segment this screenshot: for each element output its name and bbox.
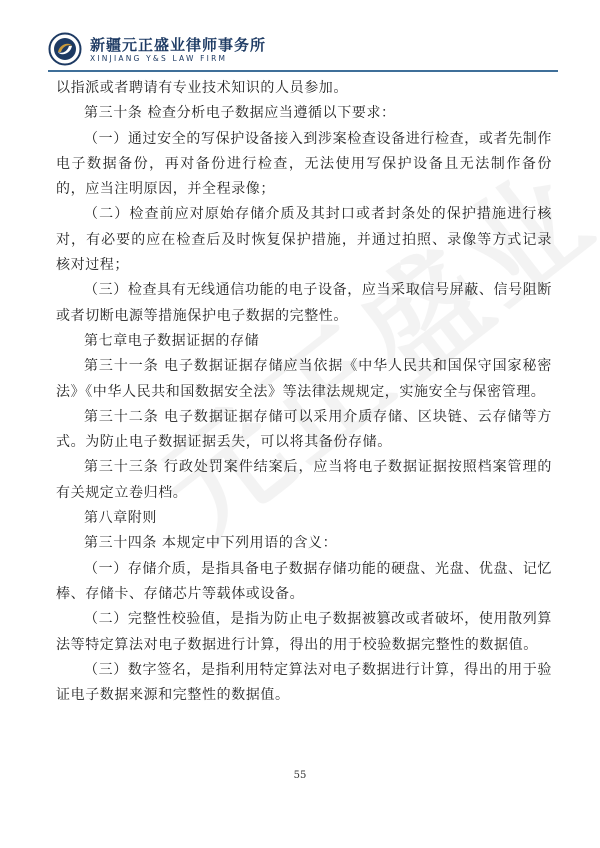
paragraph: （三）数字签名，是指利用特定算法对电子数据进行计算，得出的用于验证电子数据来源和完整性的数据值。 [56,661,552,704]
paragraph: 以指派或者聘请有专业技术知识的人员参加。 [56,80,348,96]
paragraph: 第八章附则 [84,510,157,527]
firm-name-en: XINJIANG Y&S LAW FIRM [90,54,228,63]
paragraph: （二）完整性校验值，是指为防止电子数据被篡改或者破坏，使用散列算法等特定算法对电子数据进行计算，得出的用于校验数据完整性的数据值。 [56,611,552,653]
paragraph: （一）通过安全的写保护设备接入到涉案检查设备进行检查，或者先制作电子数据备份，再对备份进行检查，无法使用写保护设备且无法制作备份的，应当注明原因，并全程录像； [56,130,552,198]
firm-name-cn: 新疆元正盛业律师事务所 [90,36,267,54]
paragraph: 第三十一条 电子数据证据存储应当依据《中华人民共和国保守国家秘密法》《中华人民共和国数据安全法》等法律法规规定，实施安全与保密管理。 [56,358,552,400]
paragraph: （一）存储介质，是指具备电子数据存储功能的硬盘、光盘、优盘、记忆棒、存储卡、存储芯片等载体或设备。 [56,560,552,602]
paragraph: 第七章电子数据证据的存储 [84,332,260,349]
paragraph: 第三十三条 行政处罚案件结案后，应当将电子数据证据按照档案管理的有关规定立卷归档。 [56,459,552,501]
paragraph: 第三十条 检查分析电子数据应当遵循以下要求： [84,105,396,122]
header-divider [48,70,558,72]
paragraph: （三）检查具有无线通信功能的电子设备，应当采取信号屏蔽、信号阻断或者切断电源等措施保护电子数据的完整性。 [56,282,552,324]
paragraph: （二）检查前应对原始存储介质及其封口或者封条处的保护措施进行核对，有必要的应在检查后及时恢复保护措施，并通过拍照、录像等方式记录核对过程； [56,206,552,274]
paragraph: 第三十四条 本规定中下列用语的含义： [84,535,338,552]
page-number: 55 [293,770,307,781]
paragraph: 第三十二条 电子数据证据存储可以采用介质存储、区块链、云存储等方式。为防止电子数据证据丢失，可以将其备份存储。 [56,408,552,451]
document-body [56,76,552,708]
firm-logo-icon [48,32,82,66]
